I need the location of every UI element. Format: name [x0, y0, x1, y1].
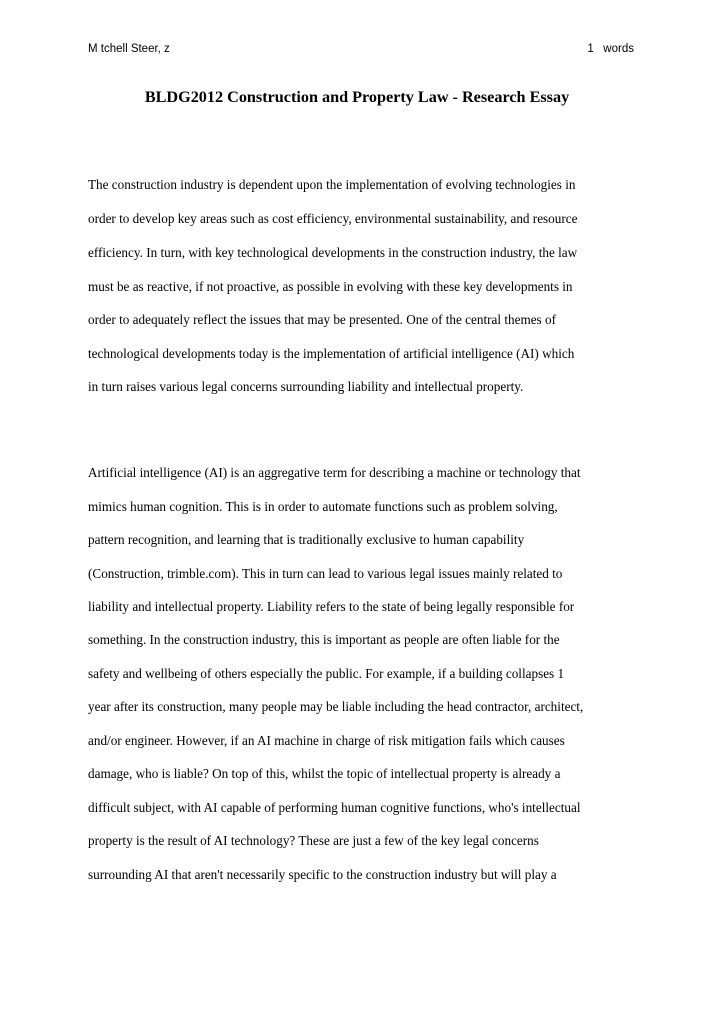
paragraph-2-line: safety and wellbeing of others especially the public. For example, if a building collapses 1 [88, 666, 565, 681]
paragraph-1-line: in turn raises various legal concerns surrounding liability and intellectual property. [88, 379, 524, 394]
paragraph-2-line: and/or engineer. However, if an AI machine in charge of risk mitigation fails which causes [88, 733, 565, 748]
paragraph-2-line: damage, who is liable? On top of this, whilst the topic of intellectual property is already a [88, 766, 561, 781]
paragraph-1-line: order to adequately reflect the issues that may be presented. One of the central themes of [88, 312, 556, 327]
paragraph-1-line: order to develop key areas such as cost efficiency, environmental sustainability, and resource [88, 211, 578, 226]
paragraph-2-line: liability and intellectual property. Liability refers to the state of being legally responsible for [88, 599, 575, 614]
paragraph-1-line: efficiency. In turn, with key technological developments in the construction industry, the law [88, 245, 578, 260]
paragraph-2-line: property is the result of AI technology? These are just a few of the key legal concerns [88, 833, 539, 848]
paragraph-2-line: (Construction, trimble.com). This in turn can lead to various legal issues mainly related to [88, 566, 563, 581]
paragraph-1-line: technological developments today is the implementation of artificial intelligence (AI) which [88, 346, 575, 361]
essay-title: BLDG2012 Construction and Property Law - Research Essay [144, 88, 570, 106]
paragraph-2-line: year after its construction, many people may be liable including the head contractor, architect, [88, 699, 584, 714]
page-header [88, 41, 634, 57]
author-name: M tchell Steer, z [88, 43, 170, 55]
paragraph-1-line: must be as reactive, if not proactive, as possible in evolving with these key developments in [88, 279, 573, 294]
word-count: 1 words [587, 43, 634, 55]
paragraph-2-line: surrounding AI that aren't necessarily specific to the construction industry but will play a [88, 867, 557, 882]
paragraph-2-line: Artificial intelligence (AI) is an aggregative term for describing a machine or technology that [88, 465, 581, 480]
paragraph-2-line: mimics human cognition. This is in order to automate functions such as problem solving, [88, 499, 558, 514]
paragraph-2-line: pattern recognition, and learning that is traditionally exclusive to human capability [88, 532, 525, 547]
paragraph-1-line: The construction industry is dependent upon the implementation of evolving technologies in [88, 177, 576, 192]
paragraph-2-line: something. In the construction industry, this is important as people are often liable for the [88, 632, 560, 647]
paragraph-2-line: difficult subject, with AI capable of performing human cognitive functions, who's intellectual [88, 800, 581, 815]
